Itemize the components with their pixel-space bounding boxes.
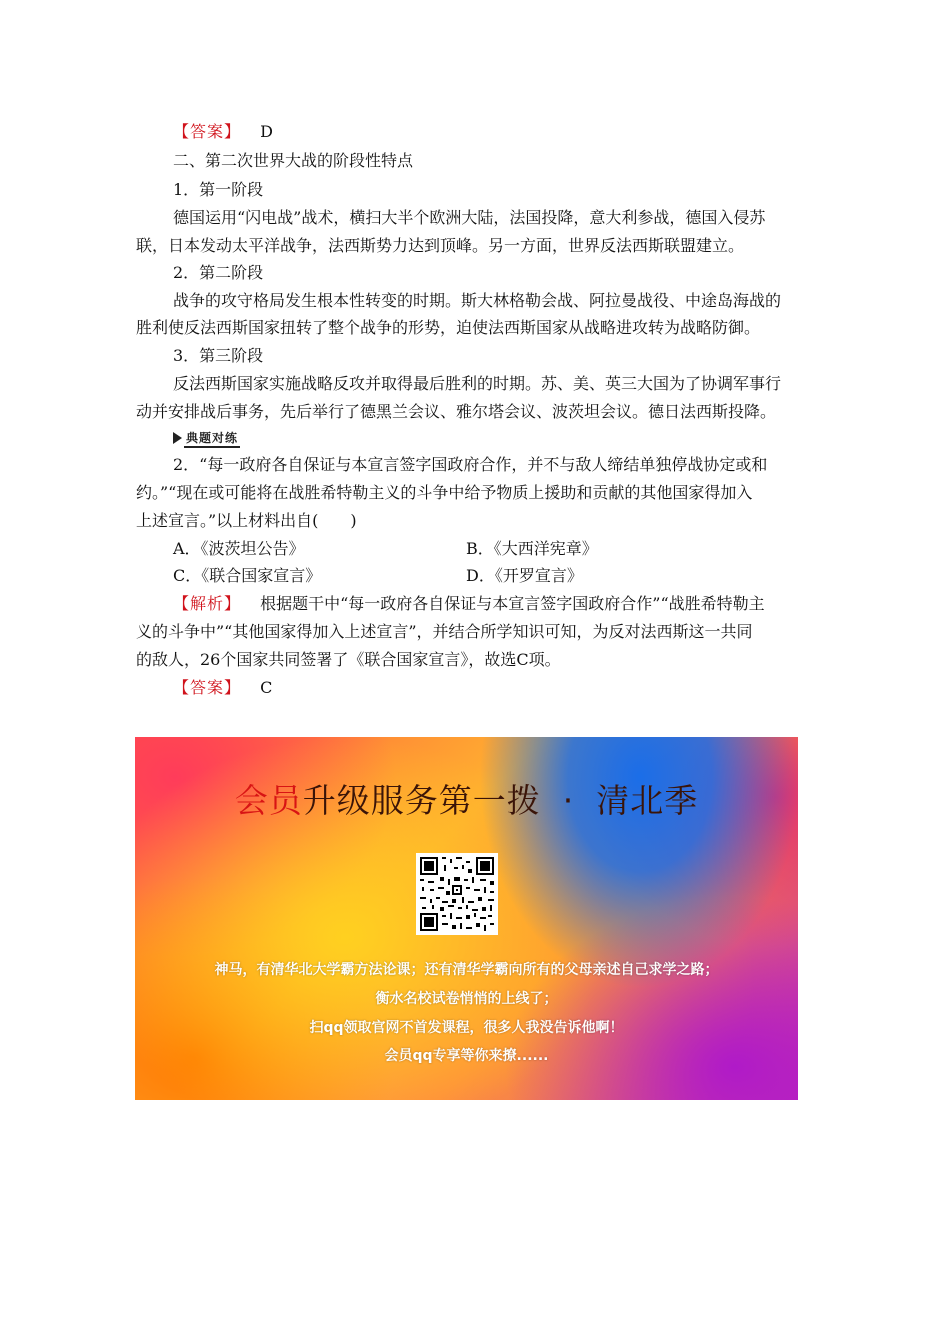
answer-tag: 【答案】 — [173, 122, 242, 141]
analysis-line: 义的斗争中”“其他国家得加入上述宣言”，并结合所学知识可知，为反对法西斯这一共同 — [136, 622, 753, 641]
banner-title-season: 清北季 — [596, 781, 699, 820]
option-c: C．《联合国家宣言》 — [173, 566, 322, 585]
stage2-line: 胜利使反法西斯国家扭转了整个战争的形势，迫使法西斯国家从战略进攻转为战略防御。 — [136, 318, 761, 337]
analysis-text: 根据题干中“每一政府各自保证与本宣言签字国政府合作”“战胜希特勒主 — [260, 594, 765, 613]
banner-line: 神马，有清华北大学霸方法论课；还有清华学霸向所有的父母亲述自己求学之路； — [214, 962, 719, 978]
banner-title-main: 升级服务第一拨 — [302, 781, 541, 820]
practice-heading — [173, 430, 240, 446]
banner-title-separator: · — [562, 781, 575, 820]
triangle-icon — [173, 432, 182, 444]
analysis-tag: 【解析】 — [173, 594, 242, 613]
answer-value: C — [260, 678, 273, 697]
question-line: 上述宣言。”以上材料出自( ) — [136, 511, 357, 530]
option-d: D．《开罗宣言》 — [466, 566, 583, 585]
option-a: A．《波茨坦公告》 — [173, 539, 305, 558]
option-b: B．《大西洋宪章》 — [466, 539, 598, 558]
stage3-heading: 3．第三阶段 — [173, 346, 264, 365]
answer-tag: 【答案】 — [173, 678, 242, 697]
analysis-line — [173, 594, 765, 614]
banner-line: 衡水名校试卷悄悄的上线了； — [375, 991, 558, 1007]
banner-line: 会员qq专享等你来撩...... — [384, 1048, 549, 1064]
banner-title-highlight: 会员 — [234, 781, 303, 820]
stage3-line: 反法西斯国家实施战略反攻并取得最后胜利的时期。苏、美、英三大国为了协调军事行 — [173, 374, 782, 393]
qr-code-icon[interactable] — [416, 853, 498, 935]
stage1-heading: 1．第一阶段 — [173, 180, 264, 199]
stage2-line: 战争的攻守格局发生根本性转变的时期。斯大林格勒会战、阿拉曼战役、中途岛海战的 — [173, 291, 782, 310]
answer-line — [173, 678, 272, 698]
stage1-line: 联，日本发动太平洋战争，法西斯势力达到顶峰。另一方面，世界反法西斯联盟建立。 — [136, 236, 745, 255]
answer-line — [173, 122, 273, 142]
question-line: 约。”“现在或可能将在战胜希特勒主义的斗争中给予物质上援助和贡献的其他国家得加入 — [136, 483, 753, 502]
question-line: 2．“每一政府各自保证与本宣言签字国政府合作，并不与敌人缔结单独停战协定或和 — [173, 455, 768, 474]
section-title: 二、第二次世界大战的阶段性特点 — [173, 151, 414, 170]
banner-title — [135, 779, 798, 823]
stage3-line: 动并安排战后事务，先后举行了德黑兰会议、雅尔塔会议、波茨坦会议。德日法西斯投降。 — [136, 402, 777, 421]
analysis-line: 的敌人，26个国家共同签署了《联合国家宣言》，故选C项。 — [136, 650, 561, 669]
stage2-heading: 2．第二阶段 — [173, 263, 264, 282]
promo-banner[interactable] — [135, 737, 798, 1100]
answer-value: D — [260, 122, 273, 141]
practice-label: 典题对练 — [184, 429, 240, 448]
banner-line: 扫qq领取官网不首发课程，很多人我没告诉他啊！ — [309, 1020, 624, 1036]
stage1-line: 德国运用“闪电战”战术，横扫大半个欧洲大陆，法国投降，意大利参战，德国入侵苏 — [173, 208, 766, 227]
